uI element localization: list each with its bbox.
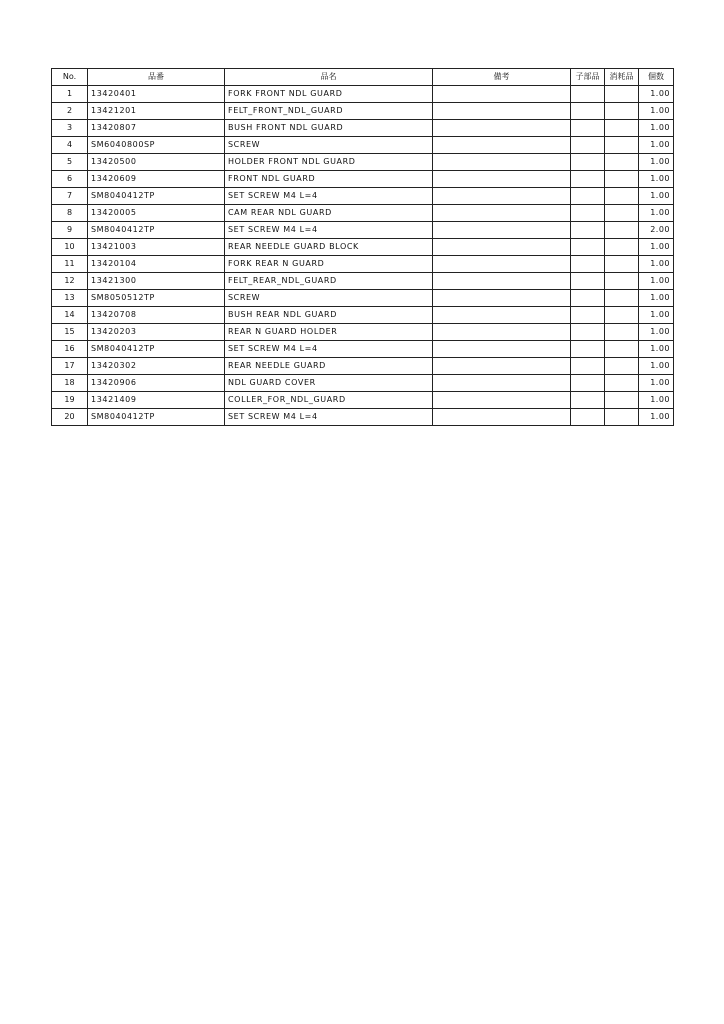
cell-part-name: FRONT NDL GUARD	[225, 171, 433, 188]
table-row	[52, 171, 674, 188]
table-row	[52, 324, 674, 341]
cell-sub-part	[571, 205, 605, 222]
cell-part-number: 13420203	[88, 324, 225, 341]
cell-part-number: 13420302	[88, 358, 225, 375]
cell-part-name: FELT_FRONT_NDL_GUARD	[225, 103, 433, 120]
cell-consumable	[605, 375, 639, 392]
cell-sub-part	[571, 86, 605, 103]
cell-sub-part	[571, 188, 605, 205]
cell-sub-part	[571, 273, 605, 290]
table-row	[52, 375, 674, 392]
cell-part-name: REAR NEEDLE GUARD BLOCK	[225, 239, 433, 256]
header-consumable: 消耗品	[605, 69, 639, 86]
cell-quantity: 1.00	[639, 324, 674, 341]
cell-consumable	[605, 307, 639, 324]
cell-no: 16	[52, 341, 88, 358]
cell-remarks	[433, 307, 571, 324]
cell-consumable	[605, 341, 639, 358]
cell-sub-part	[571, 154, 605, 171]
cell-part-number: SM8050512TP	[88, 290, 225, 307]
cell-sub-part	[571, 290, 605, 307]
cell-no: 2	[52, 103, 88, 120]
cell-part-name: SCREW	[225, 290, 433, 307]
cell-no: 7	[52, 188, 88, 205]
cell-part-number: 13421201	[88, 103, 225, 120]
cell-quantity: 1.00	[639, 86, 674, 103]
header-no: No.	[52, 69, 88, 86]
cell-part-number: 13421300	[88, 273, 225, 290]
cell-consumable	[605, 392, 639, 409]
cell-part-number: 13420906	[88, 375, 225, 392]
cell-remarks	[433, 154, 571, 171]
header-sub-part: 子部品	[571, 69, 605, 86]
cell-remarks	[433, 120, 571, 137]
cell-quantity: 1.00	[639, 188, 674, 205]
cell-part-name: CAM REAR NDL GUARD	[225, 205, 433, 222]
cell-no: 19	[52, 392, 88, 409]
cell-quantity: 1.00	[639, 358, 674, 375]
cell-part-name: SET SCREW M4 L=4	[225, 409, 433, 426]
cell-quantity: 1.00	[639, 375, 674, 392]
cell-no: 17	[52, 358, 88, 375]
cell-quantity: 1.00	[639, 341, 674, 358]
cell-remarks	[433, 273, 571, 290]
cell-remarks	[433, 137, 571, 154]
cell-no: 10	[52, 239, 88, 256]
table-row	[52, 120, 674, 137]
cell-consumable	[605, 137, 639, 154]
cell-sub-part	[571, 256, 605, 273]
cell-remarks	[433, 256, 571, 273]
cell-remarks	[433, 324, 571, 341]
table-row	[52, 86, 674, 103]
cell-consumable	[605, 239, 639, 256]
cell-sub-part	[571, 222, 605, 239]
cell-part-number: 13420104	[88, 256, 225, 273]
cell-remarks	[433, 409, 571, 426]
cell-part-number: 13420708	[88, 307, 225, 324]
table-row	[52, 188, 674, 205]
cell-remarks	[433, 375, 571, 392]
table-row	[52, 222, 674, 239]
cell-no: 1	[52, 86, 88, 103]
table-row	[52, 290, 674, 307]
cell-part-number: SM8040412TP	[88, 222, 225, 239]
cell-sub-part	[571, 137, 605, 154]
cell-no: 13	[52, 290, 88, 307]
table-row	[52, 205, 674, 222]
cell-part-name: FORK FRONT NDL GUARD	[225, 86, 433, 103]
cell-part-name: SCREW	[225, 137, 433, 154]
cell-part-name: BUSH FRONT NDL GUARD	[225, 120, 433, 137]
cell-quantity: 1.00	[639, 137, 674, 154]
cell-consumable	[605, 205, 639, 222]
cell-quantity: 1.00	[639, 307, 674, 324]
header-quantity: 個数	[639, 69, 674, 86]
table-row	[52, 103, 674, 120]
cell-consumable	[605, 358, 639, 375]
cell-no: 8	[52, 205, 88, 222]
header-part-name: 品名	[225, 69, 433, 86]
cell-sub-part	[571, 120, 605, 137]
cell-no: 9	[52, 222, 88, 239]
cell-part-name: REAR NEEDLE GUARD	[225, 358, 433, 375]
cell-sub-part	[571, 307, 605, 324]
cell-no: 15	[52, 324, 88, 341]
cell-consumable	[605, 222, 639, 239]
cell-part-name: FORK REAR N GUARD	[225, 256, 433, 273]
cell-sub-part	[571, 171, 605, 188]
cell-no: 5	[52, 154, 88, 171]
cell-remarks	[433, 86, 571, 103]
table-row	[52, 358, 674, 375]
cell-remarks	[433, 239, 571, 256]
cell-no: 3	[52, 120, 88, 137]
cell-remarks	[433, 290, 571, 307]
cell-quantity: 2.00	[639, 222, 674, 239]
cell-consumable	[605, 273, 639, 290]
cell-sub-part	[571, 358, 605, 375]
cell-sub-part	[571, 239, 605, 256]
cell-sub-part	[571, 103, 605, 120]
table-row	[52, 409, 674, 426]
cell-part-number: SM8040412TP	[88, 341, 225, 358]
cell-part-name: FELT_REAR_NDL_GUARD	[225, 273, 433, 290]
cell-no: 18	[52, 375, 88, 392]
cell-remarks	[433, 392, 571, 409]
cell-consumable	[605, 256, 639, 273]
cell-part-name: COLLER_FOR_NDL_GUARD	[225, 392, 433, 409]
cell-sub-part	[571, 375, 605, 392]
cell-part-number: 13420500	[88, 154, 225, 171]
cell-remarks	[433, 358, 571, 375]
cell-no: 11	[52, 256, 88, 273]
cell-sub-part	[571, 392, 605, 409]
cell-consumable	[605, 120, 639, 137]
cell-part-number: SM8040412TP	[88, 188, 225, 205]
cell-part-number: 13421409	[88, 392, 225, 409]
cell-part-name: SET SCREW M4 L=4	[225, 341, 433, 358]
cell-quantity: 1.00	[639, 290, 674, 307]
header-remarks: 備考	[433, 69, 571, 86]
table-row	[52, 307, 674, 324]
cell-no: 12	[52, 273, 88, 290]
table-row	[52, 137, 674, 154]
cell-quantity: 1.00	[639, 392, 674, 409]
cell-part-number: 13420401	[88, 86, 225, 103]
cell-remarks	[433, 171, 571, 188]
cell-remarks	[433, 222, 571, 239]
cell-part-number: SM6040800SP	[88, 137, 225, 154]
cell-part-name: NDL GUARD COVER	[225, 375, 433, 392]
table-row	[52, 392, 674, 409]
cell-consumable	[605, 86, 639, 103]
cell-quantity: 1.00	[639, 205, 674, 222]
cell-sub-part	[571, 409, 605, 426]
cell-consumable	[605, 409, 639, 426]
cell-consumable	[605, 171, 639, 188]
cell-part-number: 13420609	[88, 171, 225, 188]
cell-quantity: 1.00	[639, 273, 674, 290]
parts-list-table	[51, 68, 674, 426]
cell-remarks	[433, 188, 571, 205]
cell-consumable	[605, 290, 639, 307]
cell-quantity: 1.00	[639, 409, 674, 426]
table-row	[52, 154, 674, 171]
cell-quantity: 1.00	[639, 154, 674, 171]
cell-quantity: 1.00	[639, 171, 674, 188]
cell-remarks	[433, 103, 571, 120]
cell-part-name: SET SCREW M4 L=4	[225, 188, 433, 205]
cell-part-number: 13421003	[88, 239, 225, 256]
cell-part-name: REAR N GUARD HOLDER	[225, 324, 433, 341]
cell-part-name: HOLDER FRONT NDL GUARD	[225, 154, 433, 171]
table-row	[52, 273, 674, 290]
cell-consumable	[605, 154, 639, 171]
header-part-number: 品番	[88, 69, 225, 86]
cell-consumable	[605, 324, 639, 341]
cell-consumable	[605, 103, 639, 120]
cell-part-number: 13420005	[88, 205, 225, 222]
cell-sub-part	[571, 324, 605, 341]
cell-part-number: 13420807	[88, 120, 225, 137]
cell-quantity: 1.00	[639, 103, 674, 120]
cell-part-number: SM8040412TP	[88, 409, 225, 426]
cell-no: 20	[52, 409, 88, 426]
cell-quantity: 1.00	[639, 120, 674, 137]
table-row	[52, 239, 674, 256]
cell-no: 6	[52, 171, 88, 188]
header-row	[52, 69, 674, 86]
table-row	[52, 256, 674, 273]
cell-quantity: 1.00	[639, 256, 674, 273]
table-header	[52, 69, 674, 86]
cell-remarks	[433, 341, 571, 358]
cell-no: 14	[52, 307, 88, 324]
cell-consumable	[605, 188, 639, 205]
cell-no: 4	[52, 137, 88, 154]
cell-sub-part	[571, 341, 605, 358]
cell-part-name: SET SCREW M4 L=4	[225, 222, 433, 239]
table-body	[52, 86, 674, 426]
cell-remarks	[433, 205, 571, 222]
table-row	[52, 341, 674, 358]
cell-part-name: BUSH REAR NDL GUARD	[225, 307, 433, 324]
cell-quantity: 1.00	[639, 239, 674, 256]
